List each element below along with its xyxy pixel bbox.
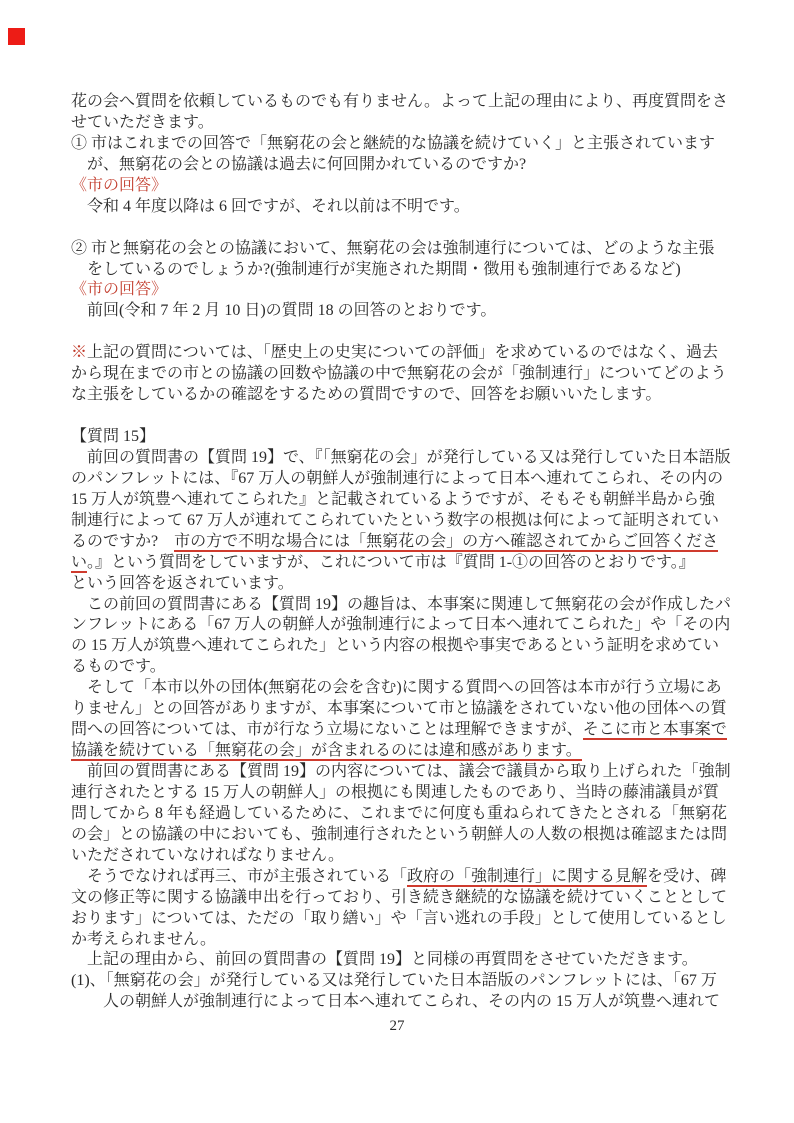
text-segment: いただされていなければなりません。 <box>71 846 344 864</box>
text-line <box>71 825 731 846</box>
text-line <box>71 385 731 406</box>
text-line <box>71 532 731 553</box>
text-line <box>71 636 731 657</box>
text-line <box>71 657 731 678</box>
text-segment: この前回の質問書にある【質問 19】の趣旨は、本事案に関連して無窮花の会が作成したパ <box>71 595 732 613</box>
text-segment: りません」との回答がありますが、本事案について市と協議をされていない他の団体への質 <box>71 700 727 718</box>
text-segment: をしているのでしょうか?(強制連行が実施された期間・徴用も強制連行であるなど) <box>71 260 681 278</box>
text-line <box>71 218 731 239</box>
text-segment: 。』という質問をしていますが、これについて市は『質問 1-①の回答のとおりです。』 <box>87 553 695 571</box>
text-line <box>71 595 731 616</box>
red-underlined-text: そこに市と本事案で <box>582 721 727 739</box>
text-line <box>71 699 731 720</box>
red-text: 《市の回答》 <box>71 281 168 299</box>
text-line <box>71 867 731 888</box>
text-line <box>71 280 731 301</box>
text-segment: るものです。 <box>71 658 166 676</box>
text-segment: 文の修正等に関する協議申出を行っており、引き続き継続的な協議を続けていくこととして <box>71 888 728 906</box>
text-line <box>71 406 731 427</box>
document-body <box>71 92 731 1013</box>
text-line <box>71 741 731 762</box>
text-segment: 花の会へ質問を依頼しているものでも有りません。よって上記の理由により、再度質問をさ <box>71 93 728 110</box>
text-line <box>71 762 731 783</box>
text-line <box>71 720 731 741</box>
text-segment: 上記の質問については、「歴史上の史実についての評価」を求めているのではなく、過去 <box>87 344 719 362</box>
text-line <box>71 176 731 197</box>
red-text: 《市の回答》 <box>71 176 168 194</box>
text-line <box>71 783 731 804</box>
text-segment: 15 万人が筑豊へ連れてこられた』と記載されているようですが、そもそも朝鮮半島から強 <box>71 490 716 508</box>
text-line <box>71 239 731 260</box>
text-segment: が、無窮花の会との協議は過去に何回開かれているのですか? <box>71 155 527 173</box>
text-segment: ① 市はこれまでの回答で「無窮花の会と継続的な協議を続けていく」と主張されています <box>71 134 716 152</box>
text-line <box>71 888 731 909</box>
red-marker-square <box>8 28 25 45</box>
text-line <box>71 930 731 951</box>
text-line <box>71 113 731 134</box>
text-line <box>71 322 731 343</box>
text-line <box>71 553 731 574</box>
text-segment: の 15 万人が筑豊へ連れてこられた」という内容の根拠や事実であるという証明を求めてい <box>71 637 720 655</box>
text-segment: な主張をしているかの確認をするための質問ですので、回答をお願いいたします。 <box>71 386 662 404</box>
text-line <box>71 615 731 636</box>
text-line <box>71 678 731 699</box>
text-segment: 制連行によって 67 万人が連れてこられていたという数字の根拠は何によって証明されてい <box>71 511 720 529</box>
text-line <box>71 804 731 825</box>
text-line <box>71 364 731 385</box>
text-segment: 【質問 15】 <box>71 428 156 445</box>
red-underlined-text: 協議を続けている「無窮花の会」が含まれるのには違和感があります。 <box>71 742 582 760</box>
text-segment: から現在までの市との協議の回数や協議の中で無窮花の会が「強制連行」についてどのよう <box>71 365 727 383</box>
text-line <box>71 469 731 490</box>
red-underlined-text: 市の方で不明な場合には「無窮花の会」の方へ確認されてからご回答くださ <box>174 532 719 550</box>
text-line <box>71 992 731 1013</box>
text-segment: 前回の質問書にある【質問 19】の内容については、議会で議員から取り上げられた「強制 <box>71 763 731 780</box>
red-text: ※ <box>71 344 88 362</box>
text-segment: のパンフレットには、『67 万人の朝鮮人が強制連行によって日本へ連れてこられ、その内の <box>71 469 724 487</box>
red-underlined-text: い <box>71 553 88 571</box>
text-line <box>71 134 731 155</box>
text-line <box>71 574 731 595</box>
text-line <box>71 490 731 511</box>
text-segment: おります」については、ただの「取り繕い」や「言い逃れの手段」として使用しているとし <box>71 909 727 927</box>
text-line <box>71 92 731 113</box>
text-line <box>71 197 731 218</box>
text-line <box>71 427 731 448</box>
page-number: 27 <box>389 1018 405 1034</box>
text-segment: (1)、「無窮花の会」が発行している又は発行していた日本語版のパンフレットには、「67 万 <box>71 972 717 990</box>
text-segment: の会」との協議の中においても、強制連行されたという朝鮮人の人数の根拠は確認または問 <box>71 825 728 843</box>
text-segment: そうでなければ再三、市が主張されている「 <box>71 867 408 885</box>
text-segment: 前回(令和 7 年 2 月 10 日)の質問 18 の回答のとおりです。 <box>71 302 497 320</box>
text-line <box>71 846 731 867</box>
text-line <box>71 448 731 469</box>
text-line <box>71 301 731 322</box>
text-line <box>71 971 731 992</box>
text-segment: せていただきます。 <box>71 113 214 131</box>
text-segment: 連行されたとする 15 万人の朝鮮人」の根拠にも関連したものであり、当時の藤浦議員が質 <box>71 783 720 801</box>
red-underlined-text: 政府の「強制連行」に関する見解 <box>407 867 648 885</box>
text-line <box>71 155 731 176</box>
text-line <box>71 950 731 971</box>
text-segment: ンフレットにある「67 万人の朝鮮人が強制連行によって日本へ連れてこられた」や「その内 <box>71 616 731 634</box>
text-line <box>71 343 731 364</box>
text-segment: 令和 4 年度以降は 6 回ですが、それ以前は不明です。 <box>71 197 470 215</box>
text-segment: を受け、碑 <box>647 867 727 885</box>
text-segment: るのですか? <box>71 532 175 550</box>
text-line <box>71 511 731 532</box>
text-segment: そして「本市以外の団体(無窮花の会を含む)に関する質問への回答は本市が行う立場にあ <box>71 679 722 697</box>
text-segment: 上記の理由から、前回の質問書の【質問 19】と同様の再質問をさせていただきます。 <box>71 951 698 969</box>
text-line <box>71 909 731 930</box>
text-segment: 前回の質問書の【質問 19】で、『「無窮花の会」が発行している又は発行していた日本語版 <box>71 448 731 466</box>
text-segment: 人の朝鮮人が強制連行によって日本へ連れてこられ、その内の 15 万人が筑豊へ連れて <box>71 993 720 1011</box>
text-line <box>71 260 731 281</box>
text-segment: という回答を返されています。 <box>71 574 294 592</box>
text-segment: ② 市と無窮花の会との協議において、無窮花の会は強制連行については、どのような主張 <box>71 239 715 257</box>
text-segment: か考えられません。 <box>71 930 216 948</box>
text-segment: 問してから 8 年も経過しているために、これまでに何度も重ねられてきたとされる「無窮花 <box>71 804 728 822</box>
text-segment: 問への回答については、市が行なう立場にないことは理解できますが、 <box>71 721 583 739</box>
